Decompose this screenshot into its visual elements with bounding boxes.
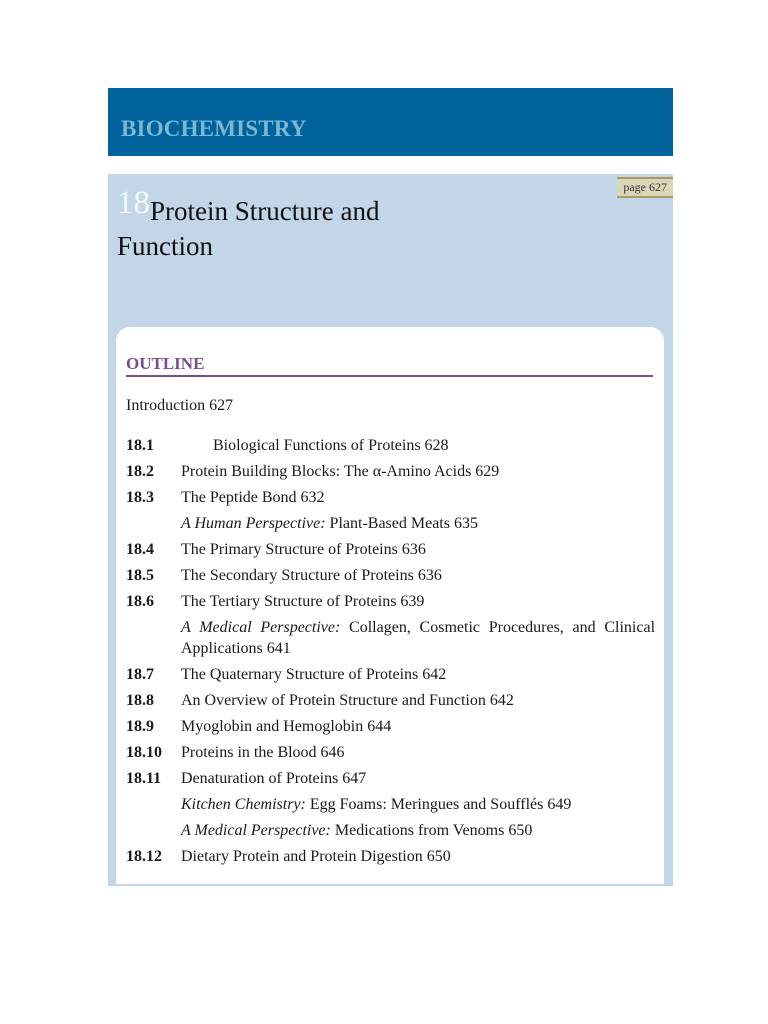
section-number: 18.5 xyxy=(126,567,154,584)
outline-entry xyxy=(126,435,655,456)
section-title: Biological Functions of Proteins 628 xyxy=(213,437,449,454)
section-number: 18.10 xyxy=(126,744,162,761)
section-number: 18.7 xyxy=(126,666,154,683)
outline-entry xyxy=(126,768,655,789)
outline-perspective xyxy=(126,513,655,534)
book-title: BIOCHEMISTRY xyxy=(121,116,307,141)
outline-introduction: Introduction 627 xyxy=(126,397,234,414)
outline-entry xyxy=(126,565,655,586)
section-number: 18.11 xyxy=(126,770,162,787)
section-number: 18.4 xyxy=(126,541,154,558)
section-title: Proteins in the Blood 646 xyxy=(181,744,345,761)
outline-perspective xyxy=(126,820,655,841)
section-number: 18.3 xyxy=(126,489,154,506)
section-number: 18.1 xyxy=(126,437,154,454)
outline-divider xyxy=(126,375,653,377)
section-title: Denaturation of Proteins 647 xyxy=(181,770,367,787)
outline-entry xyxy=(126,846,655,867)
section-title: An Overview of Protein Structure and Function 642 xyxy=(181,692,514,709)
section-number: 18.9 xyxy=(126,718,154,735)
outline-entry xyxy=(126,716,655,737)
chapter-panel xyxy=(108,174,673,886)
outline-entry xyxy=(126,742,655,763)
chapter-number: 18 xyxy=(117,185,150,221)
section-number: 18.8 xyxy=(126,692,154,709)
section-number: 18.12 xyxy=(126,848,162,865)
outline-entries xyxy=(126,435,655,867)
section-title: The Quaternary Structure of Proteins 642 xyxy=(181,666,447,683)
perspective-title: Collagen, Cosmetic Procedures, and Clinical Applications 641 xyxy=(181,619,656,657)
chapter-title: Protein Structure and Function xyxy=(117,196,380,261)
chapter-heading xyxy=(117,186,477,264)
perspective-label: A Human Perspective: xyxy=(181,515,326,532)
outline-perspective xyxy=(126,794,655,815)
section-title: The Primary Structure of Proteins 636 xyxy=(181,541,426,558)
outline-perspective xyxy=(126,617,655,659)
perspective-title: Medications from Venoms 650 xyxy=(330,822,533,839)
perspective-text xyxy=(181,513,655,534)
outline-entry xyxy=(126,539,655,560)
outline-entry xyxy=(126,591,655,612)
perspective-label: A Medical Perspective: xyxy=(181,822,331,839)
section-title: The Secondary Structure of Proteins 636 xyxy=(181,567,442,584)
perspective-text xyxy=(181,617,655,659)
section-title: The Tertiary Structure of Proteins 639 xyxy=(181,593,425,610)
outline-entry xyxy=(126,461,655,482)
section-title: The Peptide Bond 632 xyxy=(181,489,325,506)
outline-entry xyxy=(126,664,655,685)
perspective-text xyxy=(181,820,655,841)
perspective-label: Kitchen Chemistry: xyxy=(181,796,306,813)
outline-entry xyxy=(126,487,655,508)
section-number: 18.2 xyxy=(126,463,154,480)
section-number: 18.6 xyxy=(126,593,154,610)
perspective-label: A Medical Perspective: xyxy=(181,619,341,636)
outline-heading: OUTLINE xyxy=(126,354,205,373)
outline-entry xyxy=(126,690,655,711)
section-title: Dietary Protein and Protein Digestion 650 xyxy=(181,848,451,865)
section-title: Myoglobin and Hemoglobin 644 xyxy=(181,718,392,735)
perspective-title: Egg Foams: Meringues and Soufflés 649 xyxy=(305,796,572,813)
page-number-tag: page 627 xyxy=(617,177,673,198)
perspective-text xyxy=(181,794,655,815)
perspective-title: Plant-Based Meats 635 xyxy=(325,515,478,532)
section-title: Protein Building Blocks: The α-Amino Acids 629 xyxy=(181,463,500,480)
outline-box xyxy=(116,327,664,884)
book-banner xyxy=(108,88,673,156)
